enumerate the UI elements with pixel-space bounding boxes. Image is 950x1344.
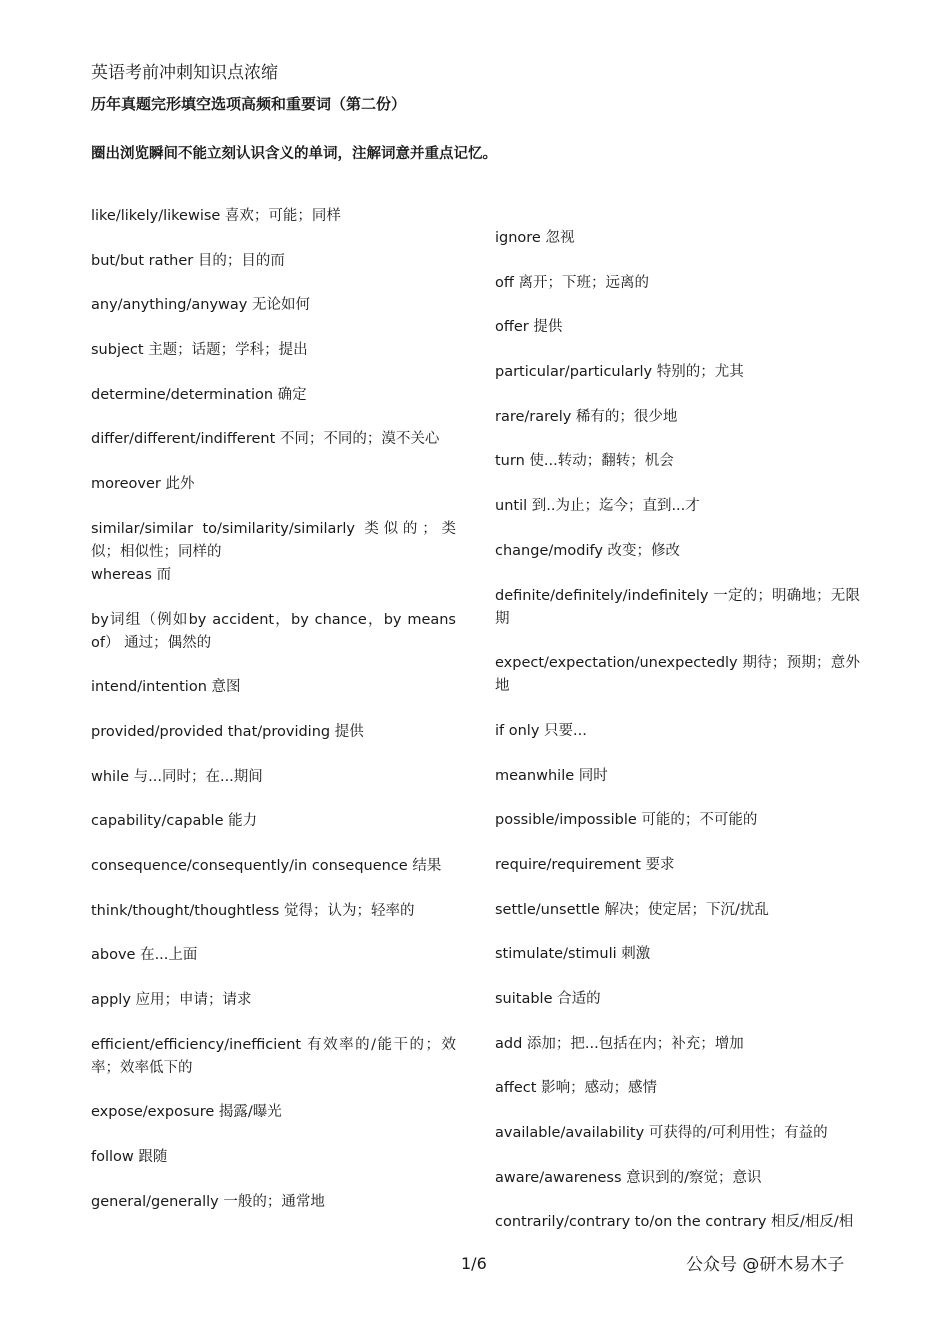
vocab-entry: but/but rather 目的；目的而 <box>91 252 285 269</box>
vocab-entry: whereas 而 <box>91 566 172 583</box>
vocab-entry: think/thought/thoughtless 觉得；认为；轻率的 <box>91 902 415 919</box>
vocab-entry: turn 使...转动；翻转；机会 <box>495 453 674 470</box>
page-title: 英语考前冲刺知识点浓缩 <box>91 63 278 83</box>
vocab-entry: possible/impossible 可能的；不可能的 <box>495 812 758 829</box>
vocab-entry: change/modify 改变；修改 <box>495 542 681 559</box>
vocab-entry: like/likely/likewise 喜欢；可能；同样 <box>91 208 341 224</box>
watermark-text: 公众号 @研木易木子 <box>686 1255 845 1275</box>
vocab-entry: particular/particularly 特别的；尤其 <box>495 364 744 381</box>
vocab-entry: offer 提供 <box>495 319 563 336</box>
vocab-entry: meanwhile 同时 <box>495 767 608 784</box>
vocab-column-left <box>91 205 456 1235</box>
vocab-entry: add 添加；把...包括在内；补充；增加 <box>495 1035 744 1052</box>
vocab-entry: above 在...上面 <box>91 947 198 964</box>
vocab-entry: apply 应用；申请；请求 <box>91 992 252 1008</box>
vocab-entry: any/anything/anyway 无论如何 <box>91 297 310 314</box>
vocab-entry: contrarily/contrary to/on the contrary 相反/相反/相 <box>495 1214 854 1231</box>
vocab-entry: intend/intention 意图 <box>91 679 241 696</box>
vocab-entry: if only 只要... <box>495 722 587 739</box>
vocab-entry: stimulate/stimuli 刺激 <box>495 946 651 963</box>
vocab-entry: subject 主题；话题；学科；提出 <box>91 342 308 359</box>
vocab-entry: efficient/efficiency/inefficient 有效率的/能干的；效率；效率低下的 <box>91 1036 456 1076</box>
vocab-entry: while 与...同时；在...期间 <box>91 768 263 785</box>
vocab-entry: by词组（例如by accident，by chance，by means of） 通过；偶然的 <box>91 611 456 651</box>
vocab-entry: differ/different/indifferent 不同；不同的；漠不关心 <box>91 431 440 448</box>
vocab-entry: follow 跟随 <box>91 1149 168 1166</box>
vocab-entry: consequence/consequently/in consequence 结果 <box>91 857 442 874</box>
vocab-entry: expect/expectation/unexpectedly 期待；预期；意外地 <box>495 655 860 695</box>
vocab-column-right <box>495 227 860 1256</box>
vocab-entry: available/availability 可获得的/可利用性；有益的 <box>495 1125 828 1142</box>
vocab-entry: capability/capable 能力 <box>91 813 258 830</box>
vocab-entry: general/generally 一般的；通常地 <box>91 1193 325 1210</box>
vocab-entry: determine/determination 确定 <box>91 386 307 403</box>
vocab-entry: provided/provided that/providing 提供 <box>91 723 364 740</box>
vocab-entry: aware/awareness 意识到的/察觉；意识 <box>495 1169 762 1186</box>
vocab-entry: suitable 合适的 <box>495 991 601 1007</box>
vocab-entry: require/requirement 要求 <box>495 856 675 873</box>
vocab-entry: off 离开；下班；远离的 <box>495 274 649 291</box>
vocab-entry: similar/similar to/similarity/similarly 类似的；类似；相似性；同样的 <box>91 520 456 560</box>
vocab-entry: until 到..为止；迄今；直到...才 <box>495 498 700 515</box>
instruction-text: 圈出浏览瞬间不能立刻认识含义的单词，注解词意并重点记忆。 <box>91 146 497 162</box>
vocab-entry: definite/definitely/indefinitely 一定的；明确地；无限期 <box>495 587 860 627</box>
vocab-entry: settle/unsettle 解决；使定居；下沉/扰乱 <box>495 901 769 918</box>
page-subtitle: 历年真题完形填空选项高频和重要词（第二份） <box>91 95 407 113</box>
page-number: 1/6 <box>461 1254 487 1273</box>
vocab-entry: expose/exposure 揭露/曝光 <box>91 1104 282 1121</box>
vocab-entry: moreover 此外 <box>91 476 195 493</box>
vocab-entry: ignore 忽视 <box>495 230 575 246</box>
vocab-entry: affect 影响；感动；感情 <box>495 1080 658 1097</box>
vocab-entry: rare/rarely 稀有的；很少地 <box>495 408 678 425</box>
